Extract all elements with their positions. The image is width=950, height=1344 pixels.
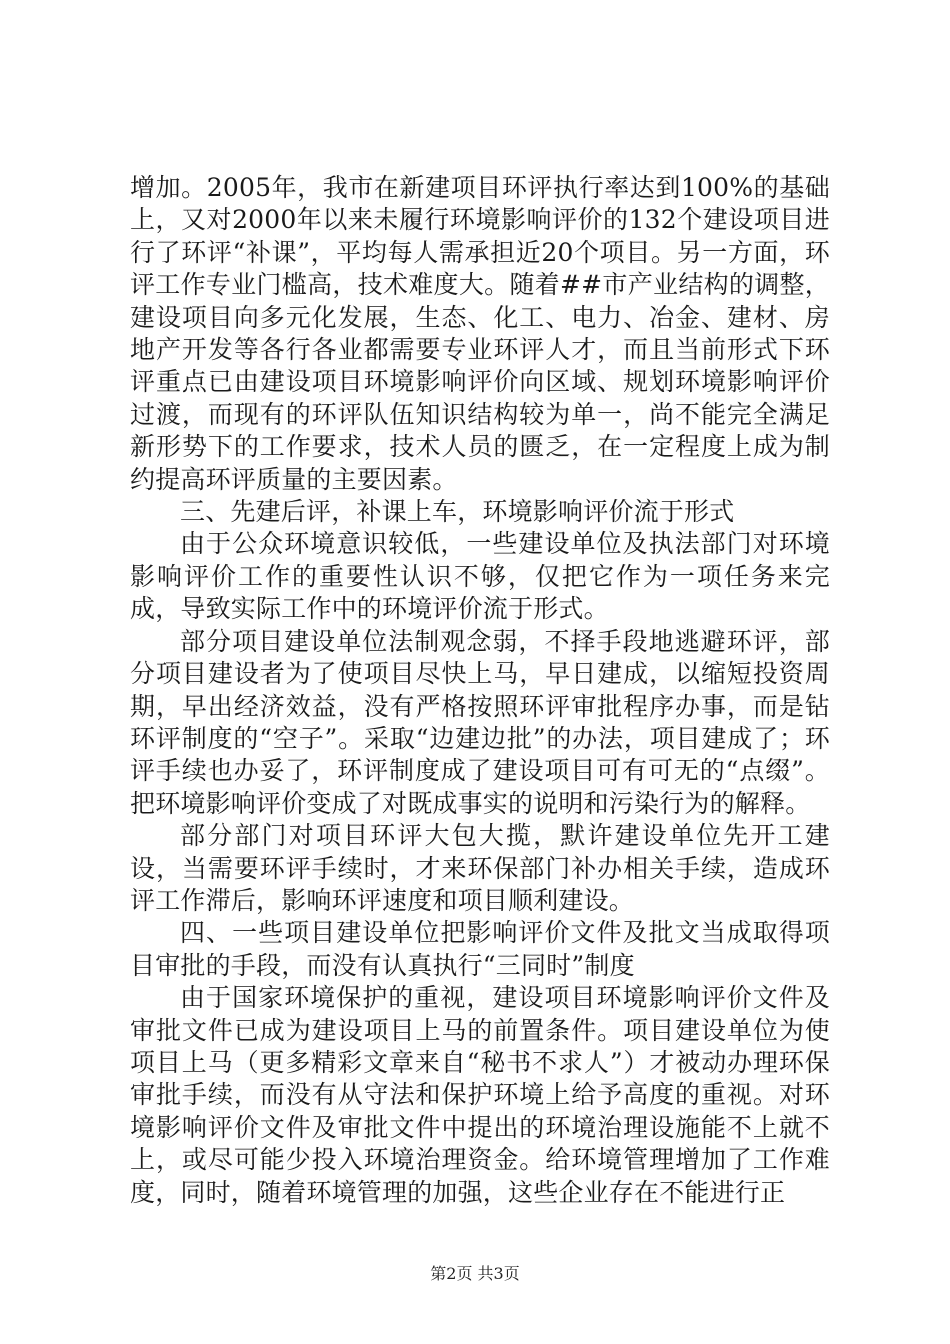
section-heading-4: 四、一些项目建设单位把影响评价文件及批文当成取得项目审批的手段，而没有认真执行“三同时”制度 (130, 918, 830, 980)
paragraph: 增加。2005年，我市在新建项目环评执行率达到100%的基础上，又对2000年以来未履行环境影响评价的132个建设项目进行了环评“补课”，平均每人需承担近20个项目。另一方面，环评工作专业门槛高，技术难度大。随着##市产业结构的调整，建设项目向多元化发展，生态、化工、电力、冶金、建材、房地产开发等各行各业都需要专业环评人才，而且当前形式下环评重点已由建设项目环境影响评价向区域、规划环境影响评价过渡，而现有的环评队伍知识结构较为单一，尚不能完全满足新形势下的工作要求，技术人员的匮乏，在一定程度上成为制约提高环评质量的主要因素。 (130, 173, 830, 494)
paragraph: 由于国家环境保护的重视，建设项目环境影响评价文件及审批文件已成为建设项目上马的前置条件。项目建设单位为使项目上马（更多精彩文章来自“秘书不求人”）才被动办理环保审批手续，而没有从守法和保护环境上给予高度的重视。对环境影响评价文件及审批文件中提出的环境治理设施能不上就不上，或尽可能少投入环境治理资金。给环境管理增加了工作难度，同时，随着环境管理的加强，这些企业存在不能进行正 (130, 983, 830, 1207)
page-number-footer: 第2页 共3页 (430, 1264, 520, 1283)
section-heading-3: 三、先建后评，补课上车，环境影响评价流于形式 (180, 497, 735, 527)
paragraph: 部分项目建设单位法制观念弱，不择手段地逃避环评，部分项目建设者为了使项目尽快上马，早日建成，以缩短投资周期，早出经济效益，没有严格按照环评审批程序办事，而是钻环评制度的“空子”。采取“边建边批”的办法，项目建成了；环评手续也办妥了，环评制度成了建设项目可有可无的“点缀”。把环境影响评价变成了对既成事实的说明和污染行为的解释。 (130, 626, 830, 818)
document-body (130, 172, 830, 1209)
paragraph: 由于公众环境意识较低，一些建设单位及执法部门对环境影响评价工作的重要性认识不够，仅把它作为一项任务来完成，导致实际工作中的环境评价流于形式。 (130, 529, 830, 624)
paragraph: 部分部门对项目环评大包大揽，默许建设单位先开工建设，当需要环评手续时，才来环保部门补办相关手续，造成环评工作滞后，影响环评速度和项目顺利建设。 (130, 821, 830, 915)
